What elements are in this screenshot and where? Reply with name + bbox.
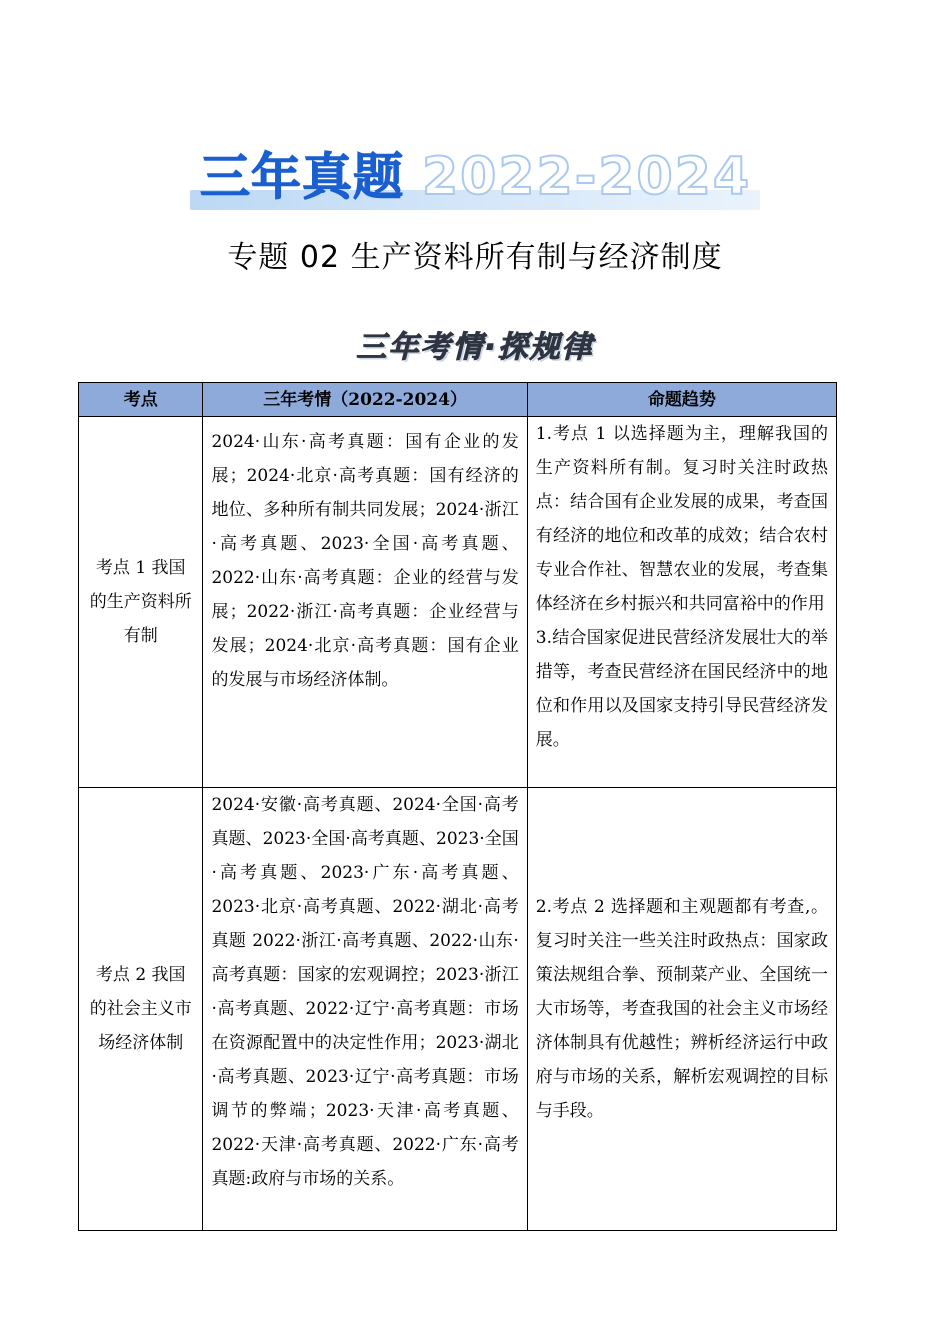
exam-analysis-table	[78, 382, 837, 1231]
header-trend: 命题趋势	[527, 383, 836, 417]
exam-cell	[203, 788, 527, 1231]
banner-years-text: 2022-2024	[422, 147, 752, 207]
exam-text: 2024·山东·高考真题：国有企业的发展；2024·北京·高考真题：国有经济的地位、多种所有制共同发展；2024·浙江·高考真题、2023·全国·高考真题、2022·山东·高考真题：企业的经营与发展；2022·浙江·高考真题：企业经营与发展；2024·北京·高考真题：国有企业的发展与市场经济体制。	[211, 432, 519, 690]
trend-cell	[527, 417, 836, 788]
trend-text: 1.考点 1 以选择题为主，理解我国的生产资料所有制。复习时关注时政热点：结合国有企业发展的成果，考查国有经济的地位和改革的成效；结合农村专业合作社、智慧农业的发展，考查集体经济在乡村振兴和共同富裕中的作用	[535, 424, 828, 614]
topic-cell	[79, 417, 203, 788]
topic-cell	[79, 788, 203, 1231]
trend-cell	[527, 788, 836, 1231]
section-banner: 三年考情·探规律	[356, 330, 594, 365]
header-topic: 考点	[79, 383, 203, 417]
page-title: 专题 02 生产资料所有制与经济制度	[227, 240, 723, 275]
header-banner	[190, 146, 760, 212]
trend-text: 2.考点 2 选择题和主观题都有考查,。复习时关注一些关注时政热点：国家政策法规组合拳、预制菜产业、全国统一大市场等，考查我国的社会主义市场经济体制具有优越性；辨析经济运行中政府与市场的关系，解析宏观调控的目标与手段。	[535, 897, 828, 1121]
table-row	[79, 788, 837, 1231]
exam-cell	[203, 417, 527, 788]
trend-text-2: 3.结合国家促进民营经济发展壮大的举措等，考查民营经济在国民经济中的地位和作用以及国家支持引导民营经济发展。	[535, 628, 828, 750]
table-row	[79, 417, 837, 788]
table-header-row	[79, 383, 837, 417]
topic-text: 考点 2 我国的社会主义市场经济体制	[89, 965, 192, 1053]
banner-main-text: 三年真题	[200, 148, 404, 206]
header-exam: 三年考情（2022-2024）	[203, 383, 527, 417]
topic-text: 考点 1 我国的生产资料所有制	[89, 558, 192, 646]
exam-text: 2024·安徽·高考真题、2024·全国·高考真题、2023·全国·高考真题、2023·全国·高考真题、2023·广东·高考真题、2023·北京·高考真题、2022·湖北·高考真题 2022·浙江·高考真题、2022·山东·高考真题：国家的宏观调控；2023·浙江·高考真题、2022·辽宁·高考真题：市场在资源配置中的决定性作用；2023·湖北·高考真题、2023·辽宁·高考真题：市场调节的弊端；2023·天津·高考真题、2022·天津·高考真题、2022·广东·高考真题:政府与市场的关系。	[211, 795, 519, 1189]
